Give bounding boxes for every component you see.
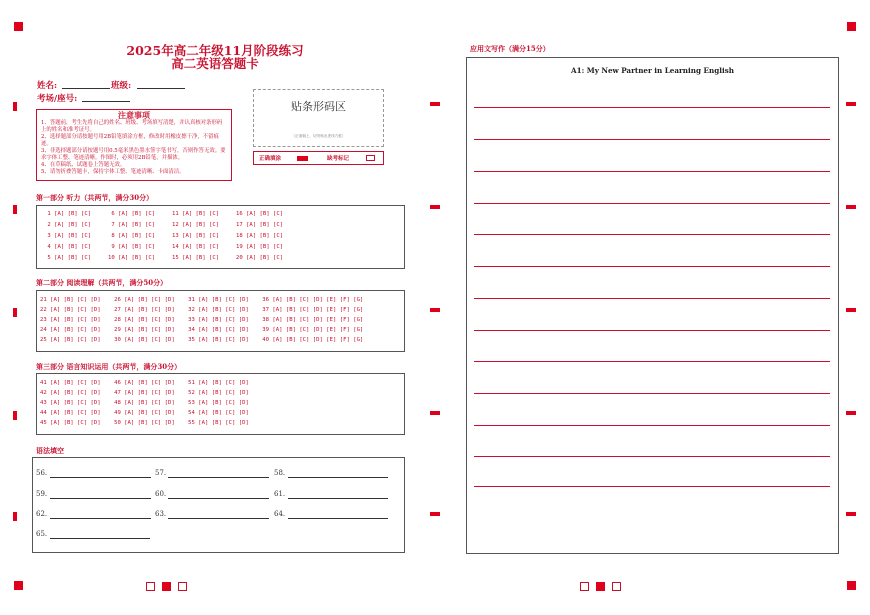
room-seat-field[interactable]: [82, 101, 130, 102]
part2-row[interactable]: 24 [A] [B] [C] [D] 29 [A] [B] [C] [D] 34 [A] [B] [C] [D] 39 [A] [B] [C] [D] [E] [F] [G]: [40, 327, 364, 333]
barcode-title: 贴条形码区: [291, 100, 346, 113]
notes-title: 注意事项: [118, 110, 150, 120]
writing-line[interactable]: [474, 171, 830, 172]
part1-row[interactable]: 4 [A] [B] [C] 9 [A] [B] [C] 14 [A] [B] [C] 19 [A] [B] [C]: [44, 244, 284, 250]
part3-row[interactable]: 44 [A] [B] [C] [D] 49 [A] [B] [C] [D] 54 [A] [B] [C] [D]: [40, 410, 249, 416]
grammar-item-number: 58.: [274, 469, 286, 477]
part3-row[interactable]: 43 [A] [B] [C] [D] 48 [A] [B] [C] [D] 53 [A] [B] [C] [D]: [40, 400, 249, 406]
part3-row[interactable]: 45 [A] [B] [C] [D] 50 [A] [B] [C] [D] 55 [A] [B] [C] [D]: [40, 420, 249, 426]
writing-box: [466, 57, 839, 554]
grammar-answer-line[interactable]: [288, 518, 388, 519]
corner-marker-top-right: [847, 22, 856, 31]
writing-line[interactable]: [474, 330, 830, 331]
grammar-item-number: 64.: [274, 510, 286, 518]
barcode-hint: （正面朝上，切勿贴出虚线方框）: [291, 134, 346, 138]
writing-section-title: 应用文写作（满分15分）: [470, 44, 550, 53]
grammar-item-number: 62.: [36, 510, 48, 518]
correct-fill-sample: [297, 156, 308, 161]
bottom-mark-empty: [146, 582, 155, 591]
part3-row[interactable]: 41 [A] [B] [C] [D] 46 [A] [B] [C] [D] 51 [A] [B] [C] [D]: [40, 380, 249, 386]
part2-title: 第二部分 阅读理解（共两节，满分50分）: [36, 278, 168, 287]
grammar-answer-line[interactable]: [288, 498, 388, 499]
part2-row[interactable]: 25 [A] [B] [C] [D] 30 [A] [B] [C] [D] 35 [A] [B] [C] [D] 40 [A] [B] [C] [D] [E] [F] [G]: [40, 337, 364, 343]
grammar-answer-line[interactable]: [168, 498, 269, 499]
name-label: 姓名:: [37, 81, 58, 91]
bottom-mark-filled: [596, 582, 605, 591]
grammar-item-number: 59.: [36, 490, 48, 498]
missing-exam-box[interactable]: [366, 155, 375, 161]
notes-box: [36, 109, 232, 181]
bottom-mark-empty: [580, 582, 589, 591]
grammar-answer-line[interactable]: [50, 538, 150, 539]
sheet-title-line1: 2025年高二年级11月阶段练习: [126, 43, 304, 58]
fill-legend: [253, 151, 384, 165]
notes-item: 5、请勿折叠答题卡，保持字体工整、笔迹清晰、卡面清洁。: [41, 169, 185, 175]
grammar-item-number: 57.: [155, 469, 167, 477]
edge-tick: [13, 102, 17, 111]
grammar-title: 语法填空: [36, 446, 64, 455]
notes-item: 4、在草稿纸、试题卷上答题无效。: [41, 162, 126, 168]
correct-fill-label: 正确填涂: [259, 156, 282, 162]
corner-marker-bottom-left: [14, 581, 23, 590]
writing-line[interactable]: [474, 139, 830, 140]
notes-item: 3、非选择题部分请按题号用0.5毫米黑色墨水签字笔书写，否则作答无效。要求字体工整、笔迹清晰。作图时，必须用2B铅笔，并描浓。: [41, 148, 226, 161]
grammar-item-number: 65.: [36, 530, 48, 538]
writing-line[interactable]: [474, 234, 830, 235]
bottom-mark-empty: [178, 582, 187, 591]
part2-row[interactable]: 23 [A] [B] [C] [D] 28 [A] [B] [C] [D] 33 [A] [B] [C] [D] 38 [A] [B] [C] [D] [E] [F] [G]: [40, 317, 364, 323]
part1-row[interactable]: 2 [A] [B] [C] 7 [A] [B] [C] 12 [A] [B] [C] 17 [A] [B] [C]: [44, 222, 284, 228]
name-field[interactable]: [62, 88, 110, 89]
part2-row[interactable]: 22 [A] [B] [C] [D] 27 [A] [B] [C] [D] 32 [A] [B] [C] [D] 37 [A] [B] [C] [D] [E] [F] [G]: [40, 307, 364, 313]
timing-mark: [846, 308, 856, 312]
part1-row[interactable]: 1 [A] [B] [C] 6 [A] [B] [C] 11 [A] [B] [C] 16 [A] [B] [C]: [44, 211, 284, 217]
part3-row[interactable]: 42 [A] [B] [C] [D] 47 [A] [B] [C] [D] 52 [A] [B] [C] [D]: [40, 390, 249, 396]
missing-exam-label: 缺考标记: [327, 156, 350, 162]
grammar-answer-line[interactable]: [50, 477, 151, 478]
writing-line[interactable]: [474, 266, 830, 267]
timing-mark: [846, 512, 856, 516]
writing-line[interactable]: [474, 298, 830, 299]
timing-mark: [430, 411, 440, 415]
corner-marker-top-left: [14, 22, 23, 31]
part2-row[interactable]: 21 [A] [B] [C] [D] 26 [A] [B] [C] [D] 31 [A] [B] [C] [D] 36 [A] [B] [C] [D] [E] [F] [G]: [40, 297, 364, 303]
notes-item: 1、答题前，考生先将自己的姓名、班级、考场填写清楚，并认真核对条形码上的姓名和准考证号。: [41, 120, 223, 133]
timing-mark: [846, 102, 856, 106]
grammar-item-number: 60.: [155, 490, 167, 498]
timing-mark: [846, 205, 856, 209]
writing-line[interactable]: [474, 203, 830, 204]
writing-line[interactable]: [474, 393, 830, 394]
writing-line[interactable]: [474, 486, 830, 487]
class-label: 班级:: [111, 81, 132, 91]
writing-line[interactable]: [474, 425, 830, 426]
grammar-answer-line[interactable]: [168, 477, 269, 478]
grammar-answer-line[interactable]: [50, 498, 151, 499]
timing-mark: [430, 205, 440, 209]
part1-row[interactable]: 5 [A] [B] [C] 10 [A] [B] [C] 15 [A] [B] [C] 20 [A] [B] [C]: [44, 255, 284, 261]
part1-title: 第一部分 听力（共两节，满分30分）: [36, 193, 154, 202]
notes-item: 2、选择题部分请按题号用2B铅笔填涂方框，修改时用橡皮擦干净，不留痕迹。: [41, 134, 219, 147]
grammar-answer-line[interactable]: [288, 477, 388, 478]
timing-mark: [430, 512, 440, 516]
part1-row[interactable]: 3 [A] [B] [C] 8 [A] [B] [C] 13 [A] [B] [C] 18 [A] [B] [C]: [44, 233, 284, 239]
writing-line[interactable]: [474, 107, 830, 108]
barcode-area: [253, 89, 384, 147]
class-field[interactable]: [137, 88, 185, 89]
writing-line[interactable]: [474, 456, 830, 457]
writing-line[interactable]: [474, 361, 830, 362]
edge-tick: [13, 512, 17, 521]
grammar-answer-line[interactable]: [50, 518, 151, 519]
timing-mark: [846, 411, 856, 415]
bottom-mark-filled: [162, 582, 171, 591]
edge-tick: [13, 308, 17, 317]
writing-prompt-title: A1: My New Partner in Learning English: [571, 66, 734, 75]
room-seat-label: 考场/座号:: [37, 94, 78, 104]
grammar-item-number: 61.: [274, 490, 286, 498]
bottom-mark-empty: [612, 582, 621, 591]
timing-mark: [430, 308, 440, 312]
corner-marker-bottom-right: [847, 581, 856, 590]
edge-tick: [13, 411, 17, 420]
edge-tick: [13, 205, 17, 214]
sheet-title-line2: 高二英语答题卡: [171, 56, 259, 71]
grammar-item-number: 63.: [155, 510, 167, 518]
part3-title: 第三部分 语言知识运用（共两节，满分30分）: [36, 362, 182, 371]
timing-mark: [430, 102, 440, 106]
grammar-item-number: 56.: [36, 469, 48, 477]
grammar-answer-line[interactable]: [168, 518, 269, 519]
